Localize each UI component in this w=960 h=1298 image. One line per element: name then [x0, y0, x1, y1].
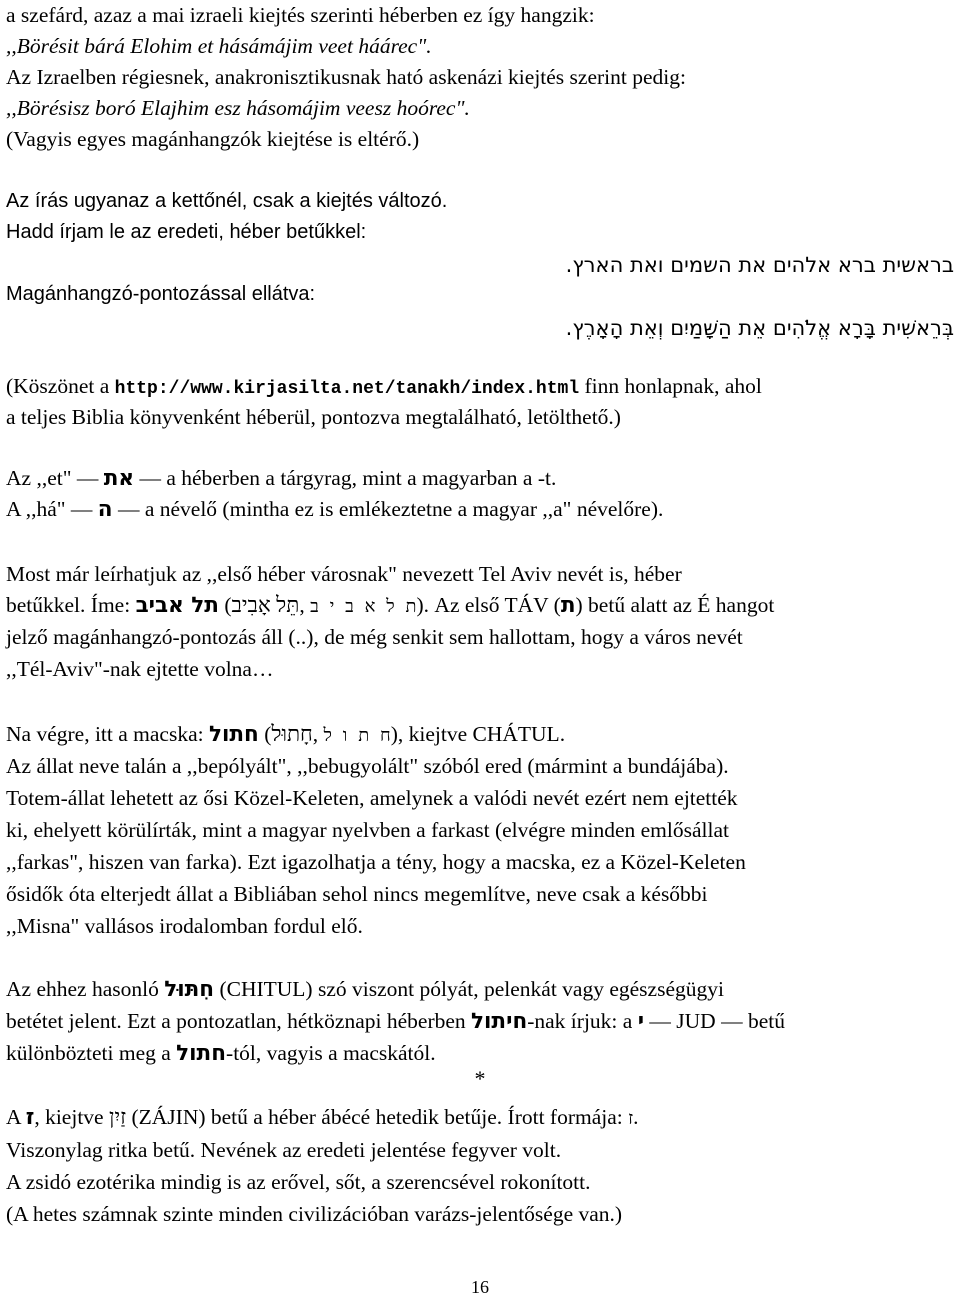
hebrew-chitul-plene: חיתול — [471, 1009, 528, 1034]
text-line: ,,Misna" vallásos irodalomban fordul elő. — [6, 914, 363, 938]
ha-line: A ,,há" — ה — a névelő (mintha ez is emlékeztetne a magyar ,,a" névelőre). — [6, 497, 664, 522]
text-line: Az állat neve talán a ,,bepólyált", ,,bebugyolált" szóból ered (mármint a bundájába). — [6, 754, 729, 778]
text-line: jelző magánhangzó-pontozás áll (..), de még senkit sem hallottam, hogy a város nevét — [6, 625, 743, 649]
text-line: Viszonylag ritka betű. Nevének az eredeti jelentése fegyver volt. — [6, 1138, 562, 1162]
cat-line: Na végre, itt a macska: חתול (חָתוּל, ח ת ו ל), kiejtve CHÁTUL. — [6, 722, 566, 747]
hebrew-tel-aviv: תל אביב — [135, 593, 219, 618]
hebrew-zayin: ז — [25, 1105, 35, 1130]
text-line: ,,Tél-Aviv"-nak ejtette volna… — [6, 657, 274, 681]
text-line: Hadd írjam le az eredeti, héber betűkkel: — [6, 221, 367, 243]
text-line: ,,farkas", hiszen van farka). Ezt igazolhatja a tény, hogy a macska, ez a Közel-Keleten — [6, 850, 746, 874]
hebrew-zayin-name: זַיִן — [108, 1105, 127, 1129]
text-line: különbözteti meg a חתול-tól, vagyis a macskától. — [6, 1041, 436, 1066]
ashkenazi-transliteration: ,,Börésisz boró Elajhim esz hásomájim veesz hoórec". — [6, 96, 470, 120]
text-line: A zsidó ezotérika mindig is az erővel, sőt, a szerencsével rokonított. — [6, 1170, 591, 1194]
zayin-line: A ז, kiejtve זַיִן (ZÁJIN) betű a héber ábécé hetedik betűje. Írott formája: ז. — [6, 1105, 639, 1130]
chitul-line: Az ehhez hasonló חִתּוּל (CHITUL) szó viszont pólyát, pelenkát vagy egészségügyi — [6, 977, 724, 1002]
hebrew-tel-aviv-spaced: ת ל א ב י ב — [310, 596, 417, 617]
text-line: Magánhangzó-pontozással ellátva: — [6, 283, 316, 305]
hebrew-verse-unpointed: בראשית ברא אלהים את השמים ואת הארץ. — [565, 253, 954, 277]
hebrew-chatul-pointed: חָתוּל — [271, 722, 313, 746]
hebrew-chatul: חתול — [208, 722, 259, 747]
hebrew-tel-aviv-pointed: תֵּל אָבִיב — [231, 593, 300, 617]
hebrew-verse-pointed: בְּרֵאשִׁית בָּרָא אֱלֹהִים אֵת הַשָּׁמַיִם וְאֵת הָאָרֶץ. — [565, 316, 954, 340]
hebrew-tav: ת — [560, 593, 576, 618]
chitul-spelling-line: betétet jelent. Ezt a pontozatlan, hétköznapi héberben חיתול-nak írjuk: a י — JUD — betű — [6, 1009, 785, 1034]
text-line: (Vagyis egyes magánhangzók kiejtése is eltérő.) — [6, 127, 420, 151]
text-line: a teljes Biblia könyvenként héberül, pontozva megtalálható, letölthető.) — [6, 405, 621, 429]
hebrew-chatul: חתול — [176, 1041, 227, 1066]
text-line: Totem-állat lehetett az ősi Közel-Keleten, amelynek a valódi nevét ezért nem ejtették — [6, 786, 738, 810]
page-number: 16 — [471, 1277, 489, 1297]
text-line: (A hetes számnak szinte minden civilizációban varázs-jelentősége van.) — [6, 1202, 623, 1226]
text-line: ki, ehelyett körülírták, mint a magyar nyelvben a farkast (elvégre minden emlősállat — [6, 818, 729, 842]
text-line: Most már leírhatjuk az ,,első héber városnak" nevezett Tel Aviv nevét is, héber — [6, 562, 682, 586]
source-url-link[interactable]: http://www.kirjasilta.net/tanakh/index.html — [114, 379, 580, 399]
hebrew-zayin-written: ז — [628, 1108, 634, 1129]
text-line: a szefárd, azaz a mai izraeli kiejtés szerinti héberben ez így hangzik: — [6, 3, 595, 27]
tel-aviv-line: betűkkel. Íme: תל אביב (תֵּל אָבִיב, ת ל א ב י ב). Az első TÁV (ת) betű alatt az É hangot — [6, 593, 775, 618]
text-line: ősidők óta elterjedt állat a Bibliában sehol nincs megemlítve, neve csak a későbbi — [6, 882, 708, 906]
credit-line: (Köszönet a http://www.kirjasilta.net/tanakh/index.html finn honlapnak, ahol — [6, 374, 762, 399]
hebrew-et: את — [103, 466, 135, 491]
text-line: Az írás ugyanaz a kettőnél, csak a kiejtés változó. — [6, 190, 448, 212]
et-line: Az ,,et" — את — a héberben a tárgyrag, mint a magyarban a -t. — [6, 466, 557, 491]
hebrew-yod: י — [637, 1009, 645, 1034]
sephardic-transliteration: ,,Börésit bárá Elohim et hásámájim veet háárec". — [6, 34, 432, 58]
hebrew-he: ה — [97, 497, 113, 522]
section-separator-asterisk: * — [474, 1066, 486, 1091]
hebrew-chatul-spaced: ח ת ו ל — [323, 725, 391, 746]
hebrew-chitul: חִתּוּל — [164, 977, 215, 1002]
text-line: Az Izraelben régiesnek, anakronisztikusnak ható askenázi kiejtés szerint pedig: — [6, 65, 686, 89]
